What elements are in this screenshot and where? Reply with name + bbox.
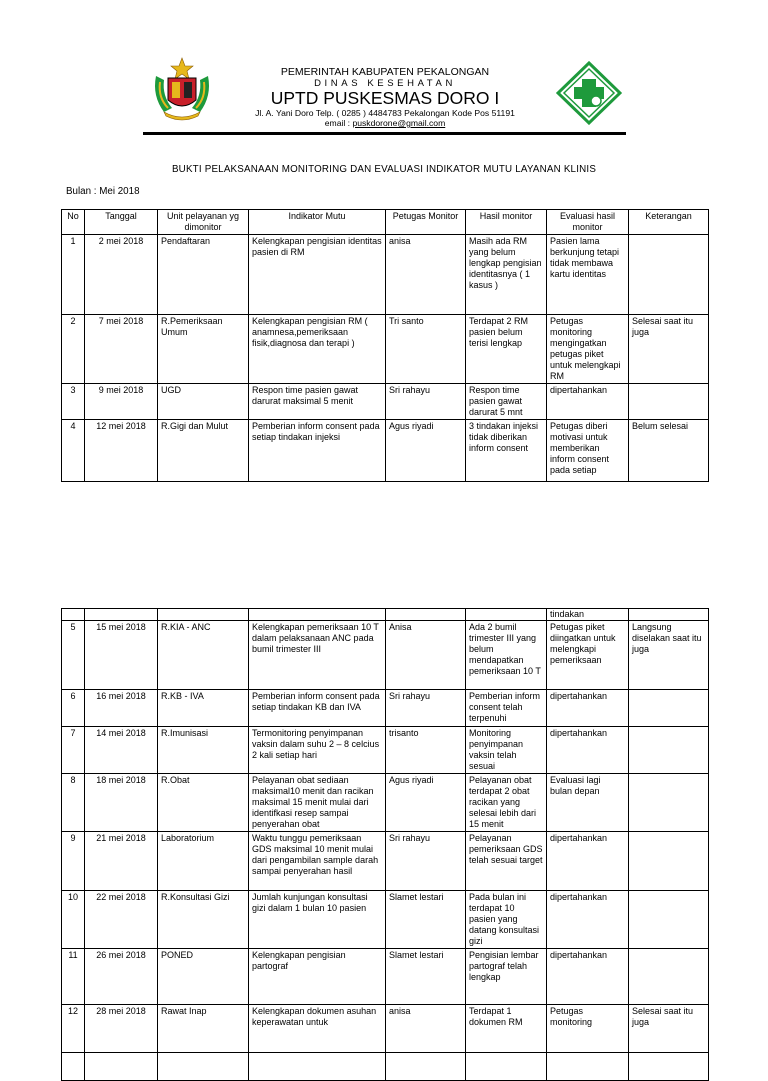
table-row <box>62 420 709 482</box>
col-header-petugas: Petugas Monitor <box>386 210 466 235</box>
col-header-hasil: Hasil monitor <box>466 210 547 235</box>
monitoring-table-page1 <box>61 209 709 482</box>
cell-unit: PONED <box>158 949 249 1005</box>
cell-petugas: Sri rahayu <box>386 384 466 420</box>
cell-indikator: Kelengkapan pengisian partograf <box>249 949 386 1005</box>
cell-evaluasi: Pasien lama berkunjung tetapi tidak membawa kartu identitas <box>547 235 629 315</box>
cell-evaluasi: Petugas piket diingatkan untuk melengkapi pemeriksaan <box>547 621 629 690</box>
cell-hasil: Pelayanan obat terdapat 2 obat racikan yang selesai lebih dari 15 menit <box>466 774 547 832</box>
table-row <box>62 891 709 949</box>
cell-no: 2 <box>62 315 85 384</box>
cell-tanggal: 22 mei 2018 <box>85 891 158 949</box>
cell-petugas: Slamet lestari <box>386 891 466 949</box>
cell-tanggal: 21 mei 2018 <box>85 832 158 891</box>
email-link[interactable]: puskdorone@gmail.com <box>352 118 446 128</box>
cell-no: 12 <box>62 1005 85 1053</box>
table-row <box>62 621 709 690</box>
cell-evaluasi: Petugas diberi motivasi untuk memberikan inform consent pada setiap <box>547 420 629 482</box>
col-header-evaluasi: Evaluasi hasil monitor <box>547 210 629 235</box>
cell-petugas: Agus riyadi <box>386 420 466 482</box>
table-row <box>62 774 709 832</box>
cell-keterangan: Langsung diselakan saat itu juga <box>629 621 709 690</box>
report-month: Bulan : Mei 2018 <box>66 186 140 197</box>
cell-keterangan <box>629 235 709 315</box>
cell-petugas: Anisa <box>386 621 466 690</box>
cell-unit: Rawat Inap <box>158 1005 249 1053</box>
cell-petugas <box>386 1053 466 1081</box>
col-header-tanggal: Tanggal <box>85 210 158 235</box>
cell-unit: R.KIA - ANC <box>158 621 249 690</box>
cell-evaluasi: dipertahankan <box>547 727 629 774</box>
cell-petugas: Agus riyadi <box>386 774 466 832</box>
cell-tanggal: 26 mei 2018 <box>85 949 158 1005</box>
cell-petugas: anisa <box>386 1005 466 1053</box>
cell-hasil: Respon time pasien gawat darurat 5 mnt <box>466 384 547 420</box>
cell-petugas: trisanto <box>386 727 466 774</box>
cell-indikator: Pelayanan obat sediaan maksimal10 menit dan racikan maksimal 15 menit mulai dari identifkasi resep sampai penyerahan obat <box>249 774 386 832</box>
cell-keterangan: Selesai saat itu juga <box>629 315 709 384</box>
cell-petugas: Sri rahayu <box>386 690 466 727</box>
cell-indikator: Jumlah kunjungan konsultasi gizi dalam 1 bulan 10 pasien <box>249 891 386 949</box>
cell-indikator: Termonitoring penyimpanan vaksin dalam suhu 2 – 8 celcius 2 kali setiap hari <box>249 727 386 774</box>
cell-indikator: Pemberian inform consent pada setiap tindakan KB dan IVA <box>249 690 386 727</box>
cell-evaluasi: dipertahankan <box>547 690 629 727</box>
cell-unit: Laboratorium <box>158 832 249 891</box>
monitoring-table-page2 <box>61 608 709 1081</box>
cell-unit: R.Imunisasi <box>158 727 249 774</box>
table-row <box>62 690 709 727</box>
table-row <box>62 315 709 384</box>
cell-hasil: Terdapat 2 RM pasien belum terisi lengkap <box>466 315 547 384</box>
cell-evaluasi: tindakan <box>547 609 629 621</box>
header-address: Jl. A. Yani Doro Telp. ( 0285 ) 4484783 Pekalongan Kode Pos 51191 <box>255 108 515 118</box>
table-row <box>62 949 709 1005</box>
cell-keterangan <box>629 1053 709 1081</box>
cell-keterangan <box>629 949 709 1005</box>
cell-no: 4 <box>62 420 85 482</box>
cell-no: 7 <box>62 727 85 774</box>
table-continuation-row <box>62 609 709 621</box>
cell-no <box>62 1053 85 1081</box>
cell-tanggal: 18 mei 2018 <box>85 774 158 832</box>
cell-tanggal: 12 mei 2018 <box>85 420 158 482</box>
cell-no: 3 <box>62 384 85 420</box>
cell-hasil <box>466 1053 547 1081</box>
cell-tanggal: 9 mei 2018 <box>85 384 158 420</box>
cell-petugas: Slamet lestari <box>386 949 466 1005</box>
cell-indikator <box>249 1053 386 1081</box>
cell-indikator: Waktu tunggu pemeriksaan GDS maksimal 10 menit mulai dari pengambilan sample darah sampai penyerahan hasil <box>249 832 386 891</box>
table-row <box>62 1005 709 1053</box>
cell-no: 10 <box>62 891 85 949</box>
regency-emblem-logo <box>150 56 214 122</box>
col-header-keterangan: Keterangan <box>629 210 709 235</box>
cell-hasil: Pengisian lembar partograf telah lengkap <box>466 949 547 1005</box>
table-row <box>62 832 709 891</box>
cell-keterangan: Selesai saat itu juga <box>629 1005 709 1053</box>
cell-no: 5 <box>62 621 85 690</box>
header-department: DINAS KESEHATAN <box>314 78 456 89</box>
cell-indikator: Respon time pasien gawat darurat maksimal 5 menit <box>249 384 386 420</box>
cell-tanggal: 28 mei 2018 <box>85 1005 158 1053</box>
cell-hasil: 3 tindakan injeksi tidak diberikan inform consent <box>466 420 547 482</box>
cell-tanggal: 16 mei 2018 <box>85 690 158 727</box>
cell-petugas: Tri santo <box>386 315 466 384</box>
cell-evaluasi: dipertahankan <box>547 384 629 420</box>
cell-indikator: Kelengkapan dokumen asuhan keperawatan untuk <box>249 1005 386 1053</box>
table-row <box>62 384 709 420</box>
cell-evaluasi: Petugas monitoring mengingatkan petugas piket untuk melengkapi RM <box>547 315 629 384</box>
cell-no: 11 <box>62 949 85 1005</box>
cell-evaluasi: dipertahankan <box>547 891 629 949</box>
cell-unit: UGD <box>158 384 249 420</box>
header-government: PEMERINTAH KABUPATEN PEKALONGAN <box>280 66 490 78</box>
cell-unit: R.Obat <box>158 774 249 832</box>
cell-unit: R.KB - IVA <box>158 690 249 727</box>
cell-no: 9 <box>62 832 85 891</box>
cell-keterangan <box>629 727 709 774</box>
cell-unit: R.Pemeriksaan Umum <box>158 315 249 384</box>
cell-tanggal: 7 mei 2018 <box>85 315 158 384</box>
cell-no: 6 <box>62 690 85 727</box>
cell-hasil: Ada 2 bumil trimester III yang belum mendapatkan pemeriksaan 10 T <box>466 621 547 690</box>
cell-hasil: Masih ada RM yang belum lengkap pengisian identitasnya ( 1 kasus ) <box>466 235 547 315</box>
header-institution: UPTD PUSKESMAS DORO I <box>270 88 500 108</box>
cell-keterangan <box>629 774 709 832</box>
table-row <box>62 235 709 315</box>
cell-evaluasi: dipertahankan <box>547 832 629 891</box>
cell-tanggal: 15 mei 2018 <box>85 621 158 690</box>
cell-indikator: Kelengkapan pemeriksaan 10 T dalam pelaksanaan ANC pada bumil trimester III <box>249 621 386 690</box>
cell-indikator: Pemberian inform consent pada setiap tindakan injeksi <box>249 420 386 482</box>
cell-hasil: Monitoring penyimpanan vaksin telah sesuai <box>466 727 547 774</box>
cell-keterangan <box>629 690 709 727</box>
cell-tanggal <box>85 1053 158 1081</box>
cell-hasil: Terdapat 1 dokumen RM <box>466 1005 547 1053</box>
cell-indikator: Kelengkapan pengisian identitas pasien di RM <box>249 235 386 315</box>
cell-unit: R.Gigi dan Mulut <box>158 420 249 482</box>
cell-unit: R.Konsultasi Gizi <box>158 891 249 949</box>
cell-hasil: Pada bulan ini terdapat 10 pasien yang datang konsultasi gizi <box>466 891 547 949</box>
cell-petugas: anisa <box>386 235 466 315</box>
cell-evaluasi <box>547 1053 629 1081</box>
table-row <box>62 727 709 774</box>
puskesmas-cross-logo <box>556 61 622 125</box>
document-title: BUKTI PELAKSANAAN MONITORING DAN EVALUASI INDIKATOR MUTU LAYANAN KLINIS <box>171 164 597 175</box>
cell-petugas: Sri rahayu <box>386 832 466 891</box>
col-header-no: No <box>62 210 85 235</box>
cell-evaluasi: Evaluasi lagi bulan depan <box>547 774 629 832</box>
cell-evaluasi: Petugas monitoring <box>547 1005 629 1053</box>
table-row <box>62 1053 709 1081</box>
cell-tanggal: 14 mei 2018 <box>85 727 158 774</box>
col-header-indikator: Indikator Mutu <box>249 210 386 235</box>
cell-tanggal: 2 mei 2018 <box>85 235 158 315</box>
cell-hasil: Pemberian inform consent telah terpenuhi <box>466 690 547 727</box>
cell-indikator: Kelengkapan pengisian RM ( anamnesa,pemeriksaan fisik,diagnosa dan terapi ) <box>249 315 386 384</box>
cell-keterangan: Belum selesai <box>629 420 709 482</box>
col-header-unit: Unit pelayanan yg dimonitor <box>158 210 249 235</box>
email-label: email : <box>324 118 353 128</box>
cell-unit: Pendaftaran <box>158 235 249 315</box>
cell-no: 1 <box>62 235 85 315</box>
header-divider <box>143 132 626 135</box>
cell-no: 8 <box>62 774 85 832</box>
cell-keterangan <box>629 384 709 420</box>
table-header-row <box>62 210 709 235</box>
cell-evaluasi: dipertahankan <box>547 949 629 1005</box>
cell-hasil: Pelayanan pemeriksaan GDS telah sesuai target <box>466 832 547 891</box>
cell-keterangan <box>629 891 709 949</box>
cell-keterangan <box>629 832 709 891</box>
cell-unit <box>158 1053 249 1081</box>
header-email-line <box>220 118 550 128</box>
